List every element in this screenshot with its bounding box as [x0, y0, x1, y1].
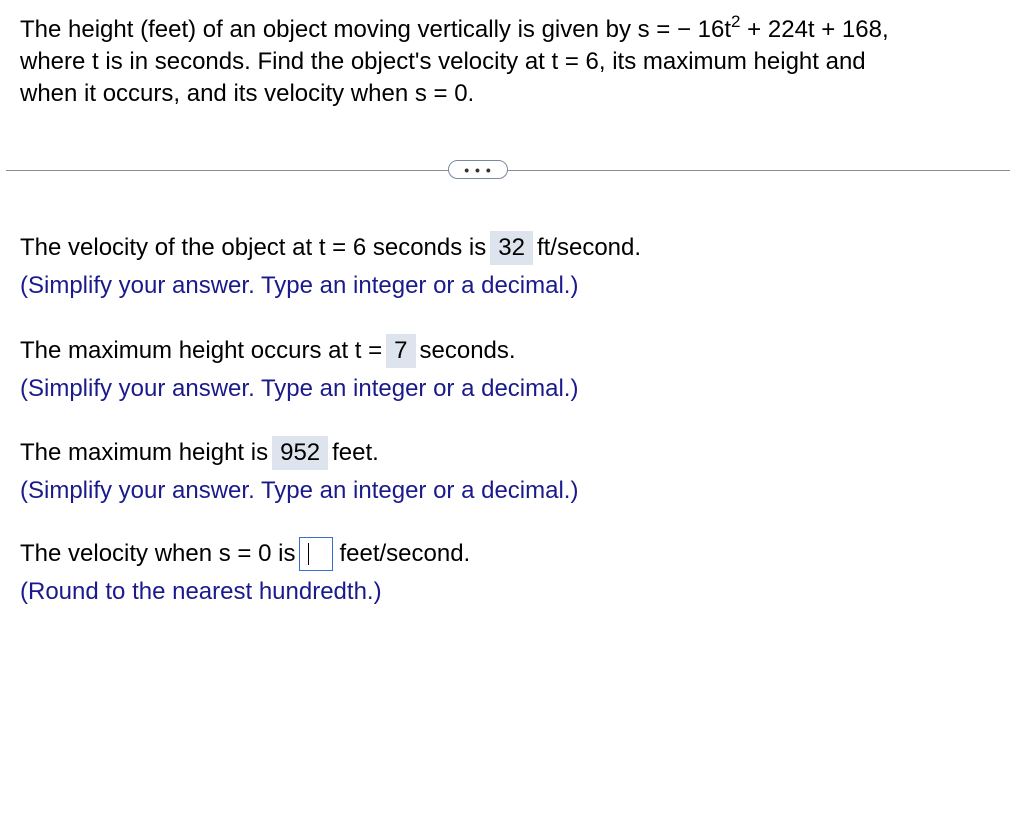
question-text: The maximum height is: [20, 439, 269, 466]
question-max-height: [20, 436, 578, 508]
question-text: The velocity of the object at t = 6 seconds is: [20, 234, 487, 261]
question-text: The velocity when s = 0 is: [20, 540, 296, 567]
unit-label: seconds.: [419, 337, 516, 364]
hint-text: (Simplify your answer. Type an integer or a decimal.): [20, 477, 579, 504]
question-velocity-at-ground: [20, 537, 470, 609]
hint-text: (Simplify your answer. Type an integer or a decimal.): [20, 375, 579, 402]
problem-line-3: when it occurs, and its velocity when s = 0.: [20, 80, 475, 107]
unit-label: ft/second.: [536, 234, 642, 261]
problem-line-1: [20, 14, 1010, 46]
problem-text-part2: + 224t + 168,: [740, 16, 889, 43]
question-max-height-time: [20, 334, 578, 406]
hint-text: (Simplify your answer. Type an integer or a decimal.): [20, 272, 579, 299]
unit-label: feet/second.: [339, 540, 471, 567]
problem-text-part1: The height (feet) of an object moving vertically is given by s = − 16t: [20, 16, 732, 43]
question-text: The maximum height occurs at t =: [20, 337, 383, 364]
answer-velocity-t6[interactable]: 32: [490, 231, 533, 265]
unit-label: feet.: [332, 439, 379, 466]
answer-max-height[interactable]: 952: [272, 436, 328, 470]
text-cursor: [308, 543, 309, 565]
answer-input-velocity-ground[interactable]: [299, 537, 333, 571]
question-velocity-at-t6: [20, 231, 641, 303]
problem-line-2: where t is in seconds. Find the object's velocity at t = 6, its maximum height and: [20, 48, 866, 75]
divider: [6, 170, 1010, 171]
expand-button[interactable]: [448, 160, 508, 179]
hint-text: (Round to the nearest hundredth.): [20, 578, 382, 605]
answer-max-height-time[interactable]: 7: [386, 334, 415, 368]
exponent: 2: [731, 12, 741, 31]
ellipsis-icon: • • •: [464, 161, 492, 178]
problem-statement: [20, 14, 1010, 110]
